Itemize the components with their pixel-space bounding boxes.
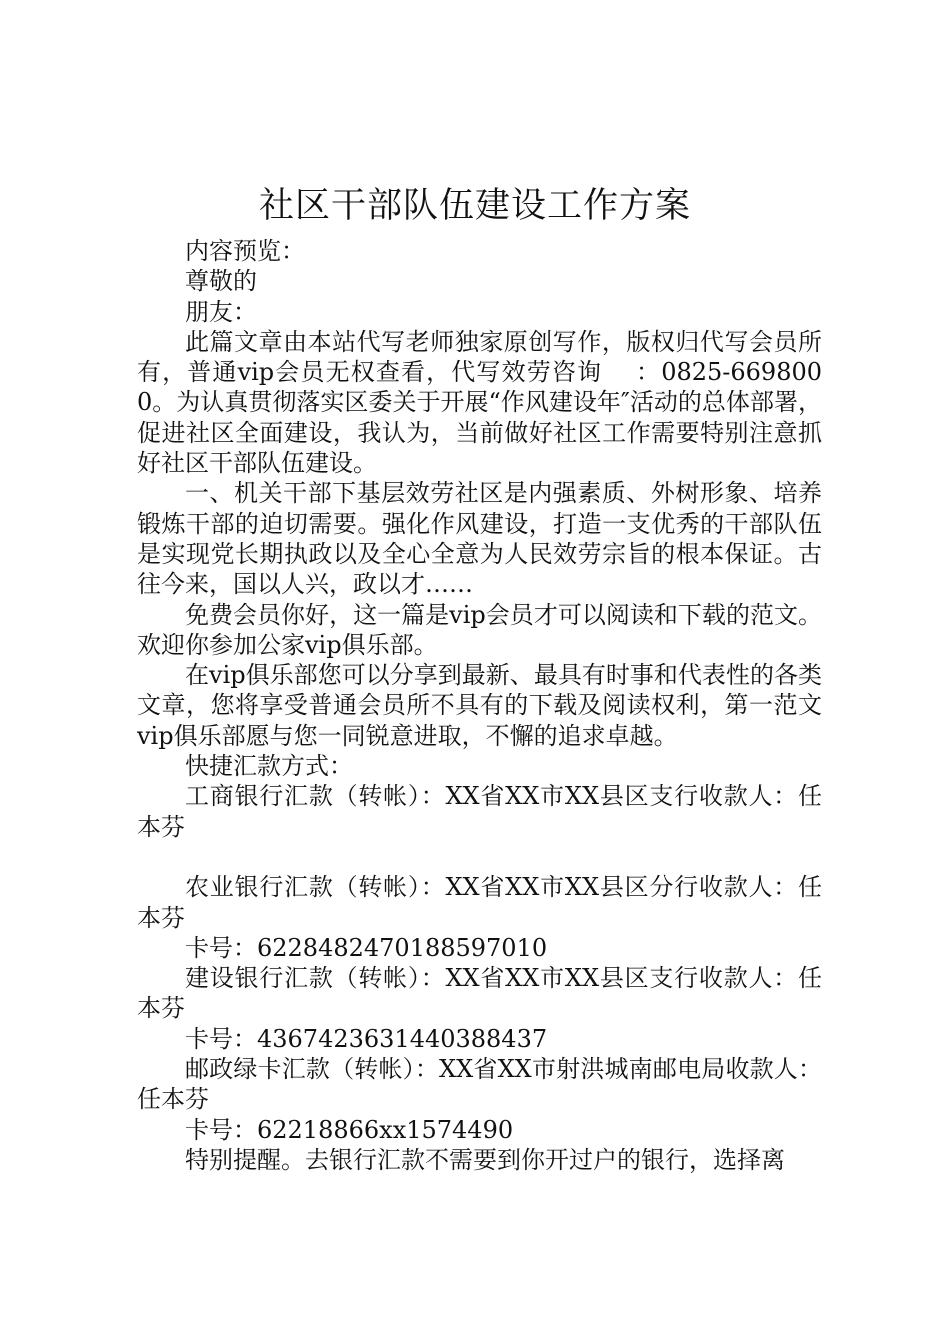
paragraph-postal-card: 卡号：62218866xx1574490 [185, 1115, 514, 1144]
paragraph-payment-methods: 快捷汇款方式： [185, 752, 353, 781]
paragraph-member-notice: 免费会员你好，这一篇是vip会员才可以阅读和下载的范文。欢迎你参加公家vip俱乐部。 [137, 600, 822, 659]
paragraph-icbc-transfer: 工商银行汇款（转帐）：XX省XX市XX县区支行收款人：任本芬 [137, 782, 822, 841]
paragraph-vip-club: 在vip俱乐部您可以分享到最新、最具有时事和代表性的各类文章，您将享受普通会员所不具有的下载及阅读权利，第一范文vip俱乐部愿与您一同锐意进取，不懈的追求卓越。 [137, 661, 822, 750]
paragraph-abc-card: 卡号：6228482470188597010 [185, 933, 548, 962]
paragraph-abc-transfer: 农业银行汇款（转帐）：XX省XX市XX县区分行收款人：任本芬 [137, 873, 822, 932]
paragraph-intro: 此篇文章由本站代写老师独家原创写作，版权归代写会员所有，普通vip会员无权查看，代写效劳咨询 ：0825-6698000。为认真贯彻落实区委关于开展“作风建设年″活动的总体部署，促进社区全面建设，我认为，当前做好社区工作需要特别注意抓好社区干部队伍建设。 [137, 327, 822, 478]
paragraph-special-reminder: 特别提醒。去银行汇款不需要到你开过户的银行，选择离 [185, 1145, 785, 1174]
paragraph-section-one: 一、机关干部下基层效劳社区是内强素质、外树形象、培养锻炼干部的迫切需要。强化作风建设，打造一支优秀的干部队伍是实现党长期执政以及全心全意为人民效劳宗旨的根本保证。古往今来，国以人兴，政以才…… [137, 479, 822, 599]
paragraph-friend: 朋友： [185, 297, 257, 326]
paragraph-ccb-card: 卡号：4367423631440388437 [185, 1024, 548, 1053]
paragraph-ccb-transfer: 建设银行汇款（转帐）：XX省XX市XX县区支行收款人：任本芬 [137, 964, 822, 1023]
paragraph-postal-transfer: 邮政绿卡汇款（转帐）：XX省XX市射洪城南邮电局收款人：任本芬 [137, 1055, 822, 1114]
paragraph-preview-label: 内容预览： [185, 237, 305, 265]
paragraph-blank [137, 842, 822, 872]
paragraph-salutation: 尊敬的 [185, 267, 257, 296]
document-body [137, 236, 822, 1175]
document-title: 社区干部队伍建设工作方案 [258, 186, 691, 226]
